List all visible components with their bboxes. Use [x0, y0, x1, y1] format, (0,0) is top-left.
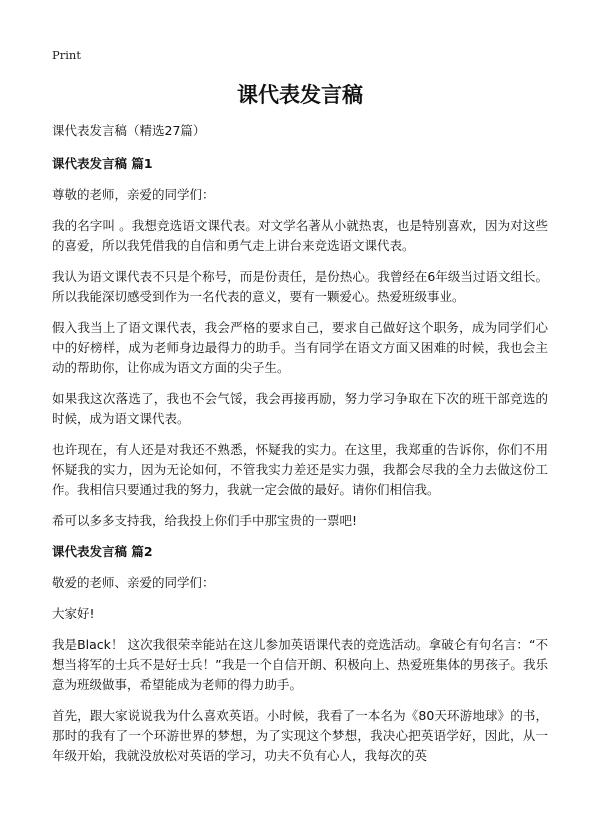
paragraph: 首先，跟大家说说我为什么喜欢英语。小时候，我看了一本名为《80天环游地球》的书，那时的我有了一个环游世界的梦想，为了实现这个梦想，我决心把英语学好，因此，从一年级开始，我就没放松对英语的学习，功夫不负有心人，我每次的英 [52, 708, 548, 763]
paragraph: 我认为语文课代表不只是个称号，而是份责任，是份热心。我曾经在6年级当过语文组长。所以我能深切感受到作为一名代表的意义，要有一颗爱心。热爱班级事业。 [52, 269, 548, 304]
section-heading: 课代表发言稿 篇2 [52, 544, 153, 559]
paragraph: 希可以多多支持我，给我投上你们手中那宝贵的一票吧! [52, 513, 358, 528]
section-2 [52, 542, 548, 766]
paragraph: 如果我这次落选了，我也不会气馁，我会再接再励，努力学习争取在下次的班干部竞选的时候，成为语文课代表。 [52, 391, 548, 426]
section-heading: 课代表发言稿 篇1 [52, 156, 153, 171]
paragraph: 假入我当上了语文课代表，我会严格的要求自己，要求自己做好这个职务，成为同学们心中的好榜样，成为老师身边最得力的助手。当有同学在语文方面又困难的时候，我也会主动的帮助你，让你成为语文方面的尖子生。 [52, 320, 548, 375]
document-subtitle: 课代表发言稿（精选27篇） [52, 123, 206, 138]
paragraph: 大家好! [52, 606, 95, 621]
print-link[interactable]: Print [52, 48, 81, 62]
document-title: 课代表发言稿 [237, 83, 363, 107]
paragraph: 也许现在，有人还是对我还不熟悉，怀疑我的实力。在这里，我郑重的告诉你，你们不用怀疑我的实力，因为无论如何，不管我实力差还是实力强，我都会尽我的全力去做这份工作。我相信只要通过我的努力，我就一定会做的最好。请你们相信我。 [52, 442, 548, 497]
paragraph: 我是Black！ 这次我很荣幸能站在这儿参加英语课代表的竞选活动。拿破仑有句名言：“不想当将军的士兵不是好士兵！”我是一个自信开朗、积极向上、热爱班集体的男孩子。我乐意为班级做事，希望能成为老师的得力助手。 [52, 637, 548, 692]
paragraph: 尊敬的老师，亲爱的同学们： [52, 187, 215, 202]
paragraph: 我的名字叫 。我想竞选语文课代表。对文学名著从小就热衷，也是特别喜欢，因为对这些的喜爱，所以我凭借我的自信和勇气走上讲台来竞选语文课代表。 [52, 218, 548, 253]
paragraph: 敬爱的老师、亲爱的同学们： [52, 575, 215, 590]
section-1 [52, 154, 548, 531]
